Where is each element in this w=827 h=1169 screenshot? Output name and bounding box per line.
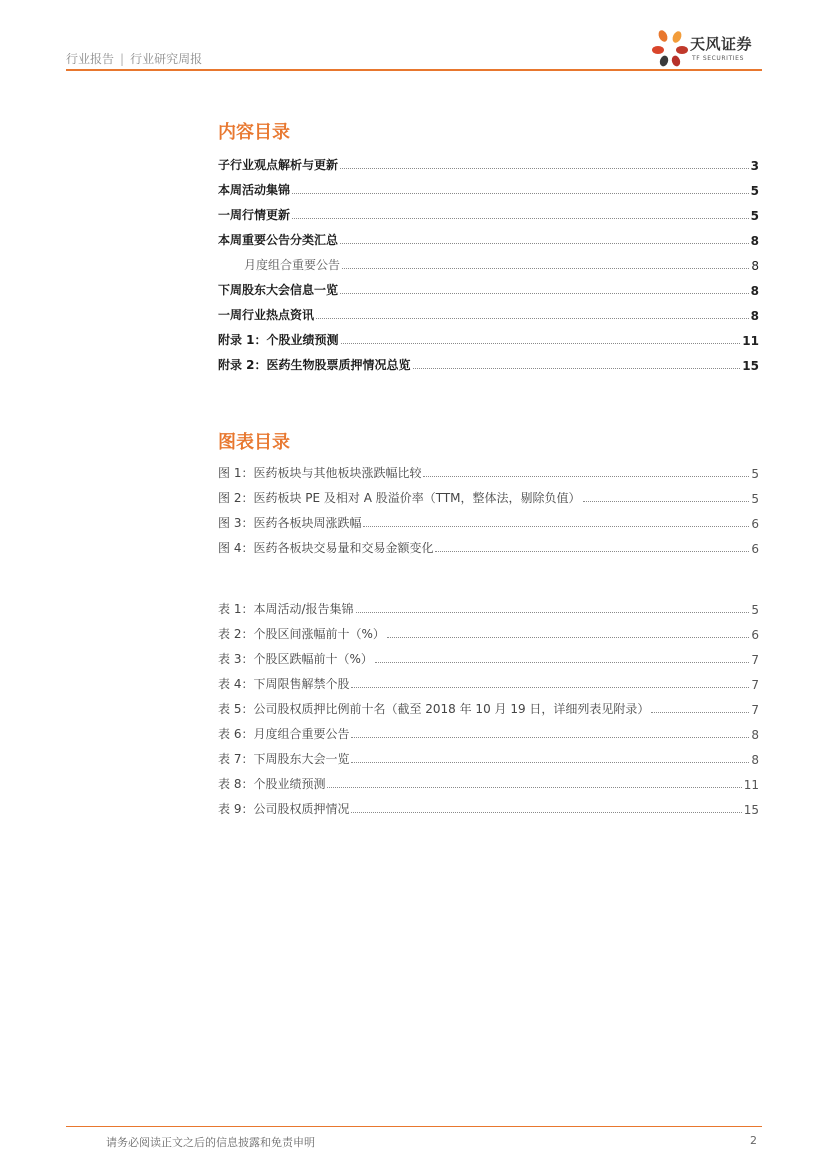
footer-disclaimer[interactable]: 请务必阅读正文之后的信息披露和免责申明 <box>106 1136 315 1149</box>
table-entry-page: 5 <box>751 603 759 617</box>
contents-entry-label: 本周活动集锦 <box>218 183 291 197</box>
breadcrumb <box>66 50 202 67</box>
contents-entry[interactable] <box>218 348 759 373</box>
table-entry[interactable] <box>218 617 759 642</box>
dot-leader <box>342 268 749 269</box>
contents-entry-label: 下周股东大会信息一览 <box>218 283 339 297</box>
contents-list <box>218 148 759 373</box>
dot-leader <box>292 193 749 194</box>
contents-entry[interactable] <box>218 148 759 173</box>
table-entry-label: 表 5：公司股权质押比例前十名（截至 2018 年 10 月 19 日，详细列表见附录） <box>218 702 650 716</box>
figure-entry[interactable] <box>218 456 759 481</box>
dot-leader <box>351 737 749 738</box>
figure-entry-page: 5 <box>751 467 759 481</box>
contents-entry-page: 8 <box>751 259 759 273</box>
contents-title: 内容目录 <box>218 122 290 143</box>
figure-entry-page: 6 <box>751 542 759 556</box>
table-entry[interactable] <box>218 717 759 742</box>
dot-leader <box>356 612 750 613</box>
table-entry-page: 7 <box>751 653 759 667</box>
table-entry[interactable] <box>218 692 759 717</box>
figures-title: 图表目录 <box>218 432 290 453</box>
contents-entry[interactable] <box>218 173 759 198</box>
figure-entry-page: 5 <box>751 492 759 506</box>
contents-entry-page: 8 <box>750 309 759 323</box>
dot-leader <box>351 762 749 763</box>
table-entry-page: 11 <box>743 778 759 792</box>
contents-entry[interactable] <box>218 198 759 223</box>
table-entry[interactable] <box>218 792 759 817</box>
figure-entry[interactable] <box>218 506 759 531</box>
table-entry[interactable] <box>218 767 759 792</box>
table-entry-page: 7 <box>751 678 759 692</box>
contents-entry-label: 一周行业热点资讯 <box>218 308 315 322</box>
dot-leader <box>341 343 741 344</box>
contents-entry-page: 3 <box>750 159 759 173</box>
footer-divider <box>66 1126 762 1127</box>
contents-entry-label: 本周重要公告分类汇总 <box>218 233 339 247</box>
page-number: 2 <box>750 1134 757 1147</box>
figure-entry[interactable] <box>218 531 759 556</box>
dot-leader <box>435 551 749 552</box>
dot-leader <box>423 476 749 477</box>
dot-leader <box>327 787 741 788</box>
flower-logo-icon <box>650 28 690 68</box>
contents-entry-page: 5 <box>750 184 759 198</box>
table-entry[interactable] <box>218 642 759 667</box>
contents-entry-label: 附录 2：医药生物股票质押情况总览 <box>218 358 411 372</box>
figure-entry-label: 图 2：医药板块 PE 及相对 A 股溢价率（TTM，整体法，剔除负值） <box>218 491 581 505</box>
table-entry-label: 表 1：本周活动/报告集锦 <box>218 602 354 616</box>
report-subcategory: 行业研究周报 <box>130 52 203 66</box>
table-entry-label: 表 6：月度组合重要公告 <box>218 727 350 741</box>
table-entry-page: 8 <box>751 728 759 742</box>
breadcrumb-separator: | <box>120 52 125 66</box>
dot-leader <box>583 501 750 502</box>
figure-entry-label: 图 1：医药板块与其他板块涨跌幅比较 <box>218 466 422 480</box>
page-header <box>66 28 762 70</box>
contents-entry-label: 附录 1：个股业绩预测 <box>218 333 339 347</box>
contents-entry-label: 子行业观点解析与更新 <box>218 158 339 172</box>
table-entry-label: 表 2：个股区间涨幅前十（%） <box>218 627 385 641</box>
dot-leader <box>651 712 749 713</box>
table-entry-label: 表 7：下周股东大会一览 <box>218 752 350 766</box>
table-entry[interactable] <box>218 592 759 617</box>
contents-entry-label: 一周行情更新 <box>218 208 291 222</box>
contents-entry-page: 8 <box>750 234 759 248</box>
table-entry[interactable] <box>218 667 759 692</box>
table-entry-label: 表 8：个股业绩预测 <box>218 777 326 791</box>
table-entry[interactable] <box>218 742 759 767</box>
table-entry-label: 表 4：下周限售解禁个股 <box>218 677 350 691</box>
table-entry-page: 6 <box>751 628 759 642</box>
dot-leader <box>340 168 749 169</box>
dot-leader <box>363 526 749 527</box>
dot-leader <box>413 368 741 369</box>
figure-entry-page: 6 <box>751 517 759 531</box>
contents-entry[interactable] <box>218 223 759 248</box>
contents-entry-page: 11 <box>742 334 759 348</box>
table-entry-page: 7 <box>751 703 759 717</box>
contents-entry[interactable] <box>218 248 759 273</box>
contents-entry-label: 月度组合重要公告 <box>244 258 341 272</box>
contents-entry-page: 5 <box>750 209 759 223</box>
contents-entry-page: 8 <box>750 284 759 298</box>
dot-leader <box>387 637 750 638</box>
table-entry-label: 表 3：个股区跌幅前十（%） <box>218 652 373 666</box>
dot-leader <box>375 662 750 663</box>
contents-entry[interactable] <box>218 298 759 323</box>
dot-leader <box>340 293 749 294</box>
figures-list <box>218 456 759 556</box>
dot-leader <box>316 318 749 319</box>
dot-leader <box>351 687 749 688</box>
dot-leader <box>292 218 749 219</box>
table-entry-page: 8 <box>751 753 759 767</box>
figure-entry[interactable] <box>218 481 759 506</box>
tables-list <box>218 592 759 817</box>
table-entry-label: 表 9：公司股权质押情况 <box>218 802 350 816</box>
logo-name: 天风证券 <box>690 35 753 53</box>
dot-leader <box>340 243 749 244</box>
report-category: 行业报告 <box>66 52 115 66</box>
figure-entry-label: 图 4：医药各板块交易量和交易金额变化 <box>218 541 434 555</box>
contents-entry[interactable] <box>218 273 759 298</box>
figure-entry-label: 图 3：医药各板块周涨跌幅 <box>218 516 362 530</box>
contents-entry-page: 15 <box>742 359 759 373</box>
header-divider <box>66 69 762 71</box>
table-entry-page: 15 <box>743 803 759 817</box>
logo-english-name: TF SECURITIES <box>692 55 744 62</box>
dot-leader <box>351 812 741 813</box>
contents-entry[interactable] <box>218 323 759 348</box>
company-logo <box>650 28 762 68</box>
